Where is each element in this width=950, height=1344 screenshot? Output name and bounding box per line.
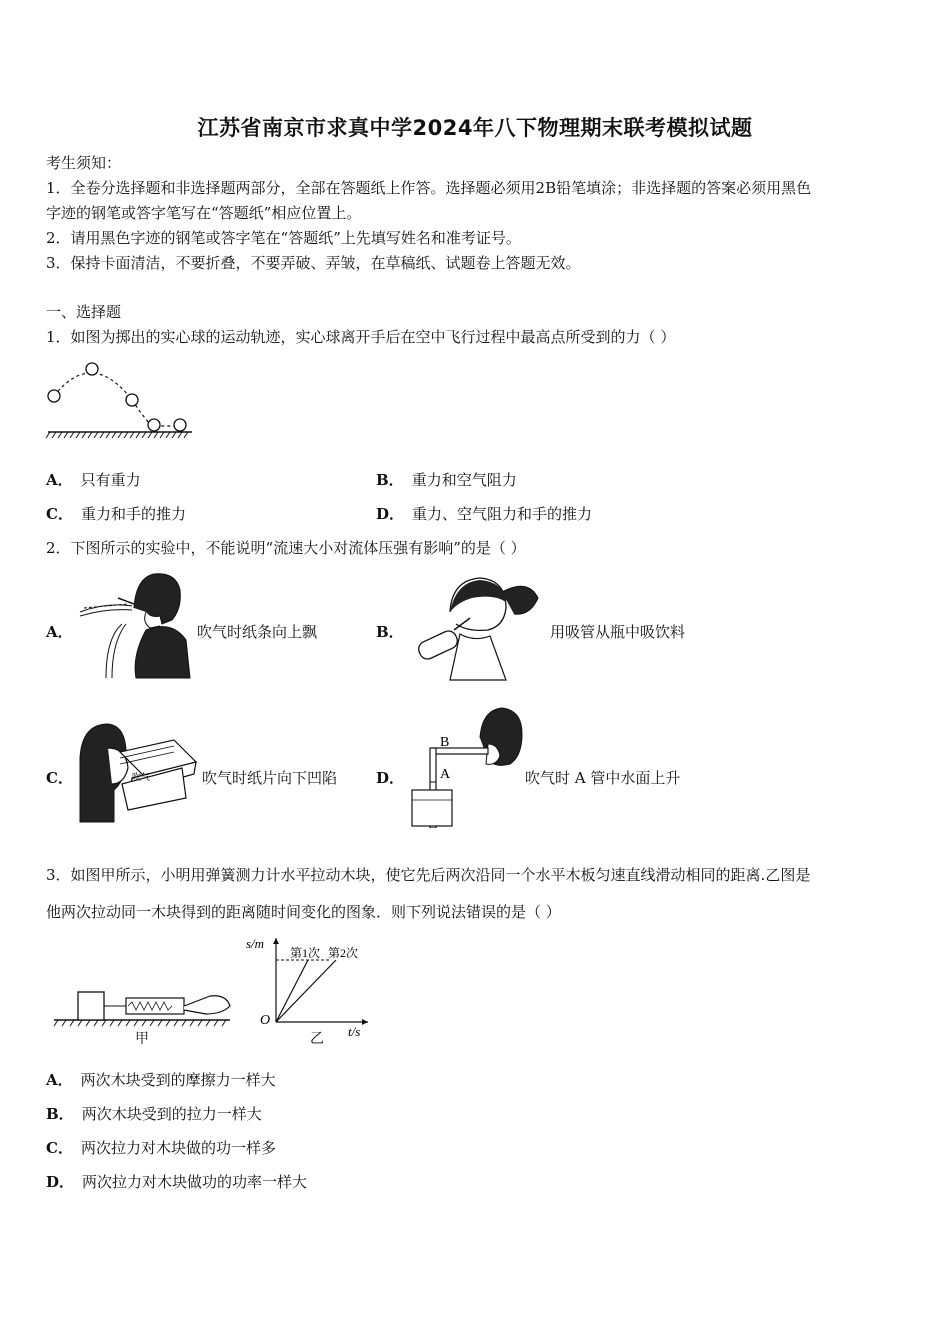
q2-option-b-text: 用吸管从瓶中吸饮料 [550, 623, 686, 641]
q3-fig-jia-label: 甲 [135, 1031, 149, 1047]
q3-graph-origin: O [260, 1013, 271, 1028]
q2-option-c-label[interactable]: C． [46, 769, 73, 787]
q2-option-a-label[interactable]: A． [46, 623, 73, 641]
q3-stem-b: 他两次拉动同一木块得到的距离随时间变化的图象．则下列说法错误的是（ ） [46, 903, 561, 921]
q3-option-d[interactable]: D． 两次拉力对木块做功的功率一样大 [46, 1173, 308, 1191]
notice-line-3: 3．保持卡面清洁，不要折叠，不要弄破、弄皱，在草稿纸、试题卷上答题无效。 [46, 254, 581, 272]
page-title: 江苏省南京市求真中学2024年八下物理期末联考模拟试题 [197, 116, 753, 140]
section-heading: 一、选择题 [46, 303, 122, 321]
q3-graph-legend-1: 第1次 [290, 946, 321, 960]
q2-c-figure-label: 吹气 [132, 772, 151, 782]
q3-graph-x-label: t/s [348, 1024, 361, 1039]
q2-d-tube-figure [406, 704, 528, 828]
q2-option-b-label[interactable]: B． [376, 623, 404, 641]
q1-option-b[interactable]: B． 重力和空气阻力 [376, 471, 517, 489]
q2-d-figure-b: B [440, 735, 450, 750]
notice-heading: 考生须知： [46, 154, 122, 172]
q3-fig-yi-label: 乙 [310, 1031, 324, 1047]
q3-option-c[interactable]: C． 两次拉力对木块做的功一样多 [46, 1139, 276, 1157]
q2-option-c-text: 吹气时纸片向下凹陷 [202, 769, 338, 787]
q3-graph-y-label: s/m [246, 936, 265, 951]
q2-a-blowing-paper-figure [76, 568, 194, 680]
q3-graph-legend-2: 第2次 [328, 946, 359, 960]
q2-option-a-text: 吹气时纸条向上飘 [197, 623, 318, 641]
q2-option-d-text: 吹气时 A 管中水面上升 [525, 769, 681, 787]
q1-option-a[interactable]: A． 只有重力 [46, 471, 141, 489]
q2-stem: 2．下图所示的实验中，不能说明“流速大小对流体压强有影响”的是（ ） [46, 539, 526, 557]
notice-line-2: 2．请用黑色字迹的钢笔或答字笔在“答题纸”上先填写姓名和准考证号。 [46, 229, 521, 247]
notice-line-1b: 字迹的钢笔或答字笔写在“答题纸”相应位置上。 [46, 204, 362, 222]
q3-option-a[interactable]: A． 两次木块受到的摩擦力一样大 [46, 1071, 276, 1089]
q1-option-c[interactable]: C． 重力和手的推力 [46, 505, 186, 523]
q1-stem: 1．如图为掷出的实心球的运动轨迹，实心球离开手后在空中飞行过程中最高点所受到的力（ ） [46, 328, 676, 346]
q3-option-b[interactable]: B． 两次木块受到的拉力一样大 [46, 1105, 262, 1123]
q2-d-figure-a: A [440, 767, 451, 782]
q1-option-d[interactable]: D． 重力、空气阻力和手的推力 [376, 505, 593, 523]
notice-line-1a: 1．全卷分选择题和非选择题两部分，全部在答题纸上作答。选择题必须用2B铅笔填涂；非选择题的答案必须用黑色 [46, 179, 812, 197]
q2-option-d-label[interactable]: D． [376, 769, 405, 787]
q2-c-paper-card-figure [74, 718, 200, 828]
q1-trajectory-figure [44, 356, 196, 442]
q3-stem-a: 3．如图甲所示，小明用弹簧测力计水平拉动木块，使它先后两次沿同一个水平木板匀速直线滑动相同的距离.乙图是 [46, 866, 811, 884]
q2-b-straw-drinking-figure [410, 572, 546, 684]
